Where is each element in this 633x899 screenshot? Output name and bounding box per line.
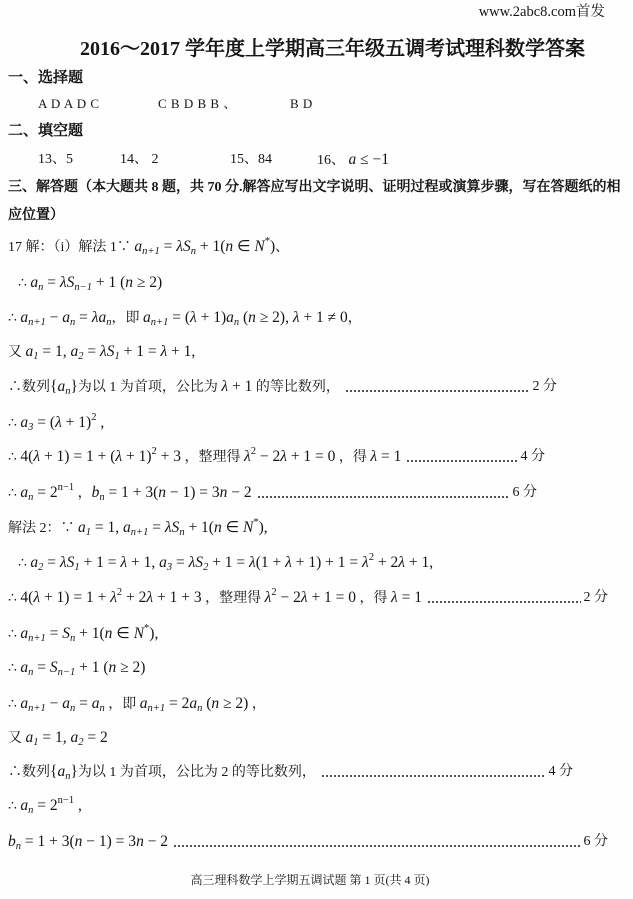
math-expression: + 1) [196,309,227,326]
solution-line [8,657,145,679]
math-expression: { [50,763,58,780]
section-heading-solve: 三、解答题（本大题共 8 题，共 70 分.解答应写出文字说明、证明过程或演算步骤，写在答题纸的相 [8,180,621,195]
math-variable: λ [370,448,378,465]
solution-text [8,482,252,504]
math-variable: S [49,659,58,676]
math-variable: n [108,659,117,676]
text-run: ∴ [8,697,21,712]
subscript: n [28,667,34,678]
subscript: n [28,805,34,816]
subscript: n−1 [57,667,76,678]
superscript: n−1 [57,482,75,493]
solution-line [8,307,362,329]
score-mark: 6 分 [583,834,608,849]
math-expression: + 1 = [208,554,250,571]
math-expression: + 1 ≠ 0 [299,309,348,326]
math-expression: = ( [33,414,56,431]
solution-line [8,376,557,398]
math-expression: (1 + [255,554,286,571]
math-expression: − 2 [227,484,252,501]
math-expression: − 1) = 3 [82,833,137,850]
math-variable: λ [146,589,154,606]
subscript: n+1 [142,246,160,257]
math-variable: λ [249,554,256,571]
text-run: ∴ [8,799,21,814]
math-expression: − 2 [276,589,301,606]
math-expression: = [75,309,92,326]
math-expression: − 2 [143,833,169,850]
math-variable: λ [160,343,168,360]
text-run: 17 解：（i）解法 1∵ [8,240,135,255]
math-variable: a [78,519,86,536]
dot-leader [345,376,530,398]
math-expression: + 1 ( [91,274,126,291]
subscript: 1 [114,351,120,362]
subscript: n+1 [28,633,46,644]
fill-blank-answer [317,149,389,172]
math-variable: n [225,238,234,255]
solution-line [8,587,608,609]
text-run: ， [74,486,92,501]
superscript: 2 [91,412,97,423]
math-variable: λ [55,414,62,431]
math-variable: λS [100,343,115,360]
math-expression: ) [269,238,276,255]
math-expression: + 1 [228,378,253,395]
math-variable: b [8,833,16,850]
math-expression: + 1 = [119,343,161,360]
math-variable: λS [59,274,75,291]
math-variable: n [158,484,166,501]
math-expression: + 3 [156,448,181,465]
text-run: ∴ [18,556,31,571]
math-variable: a [20,484,29,501]
math-expression: ∈ [112,625,134,642]
math-variable: a [142,309,151,326]
text-run: ∴数列 [8,380,50,395]
math-expression: = [159,238,177,255]
math-variable: a [139,695,148,712]
choice-answers: C B D B B 、 [158,96,237,111]
math-variable: λ [120,554,128,571]
math-variable: λ [398,554,405,571]
dot-leader [321,761,546,783]
superscript: 2 [368,552,374,563]
math-expression: = [75,695,92,712]
math-variable: λa [91,309,107,326]
text-run: ∴ [8,311,21,326]
subscript: 2 [38,562,44,573]
solution-line [8,761,573,783]
math-expression: ), [149,625,159,642]
subscript: n [197,703,203,714]
math-variable: a [226,309,234,326]
score-mark: 6 分 [512,485,537,500]
math-variable: a [62,695,71,712]
math-expression: = 1 [397,589,423,606]
math-expression: = 1 [377,448,402,465]
math-expression: { [50,378,58,395]
math-variable: a [20,309,29,326]
math-variable: a [20,414,29,431]
math-variable: a [62,309,71,326]
superscript: 2 [151,446,157,457]
subscript: 1 [33,737,39,748]
solution-text [8,236,289,258]
text-run: 又 [8,731,26,746]
text-run: 为以 1 为首项，公比为 2 的等比数列， [77,765,316,780]
math-expression: = 2 [83,729,108,746]
math-variable: n [248,309,256,326]
math-variable: a [91,695,100,712]
solution-line [8,693,266,715]
math-expression: = [172,554,189,571]
math-expression: + 1) = 1 + [40,589,111,606]
math-variable: a [30,274,39,291]
solution-text [8,795,82,817]
text-run: ∴ [8,416,21,431]
solution-line [8,795,82,817]
math-variable: S [62,625,71,642]
math-variable: λ [244,448,251,465]
math-variable: a [57,378,66,395]
math-expression: = [148,519,165,536]
math-expression: ≥ 2) [219,695,249,712]
subscript: n+1 [130,527,149,538]
math-variable: a [159,554,167,571]
math-variable: a [20,695,29,712]
math-variable: λ [362,554,369,571]
math-variable: λ [189,309,197,326]
math-expression: = 1 + 3( [21,833,75,850]
math-variable: λ [280,448,287,465]
math-expression: } [70,378,78,395]
math-variable: λ [33,589,41,606]
math-variable: λ [292,309,300,326]
math-variable: n [104,625,113,642]
text-run: 14、 2 [120,152,159,167]
math-variable: n [211,695,220,712]
solution-line [8,623,158,645]
solution-text [8,412,104,434]
math-variable: λS [188,554,204,571]
solution-text [8,831,168,853]
math-expression: ≥ 2), [255,309,293,326]
subscript: n [233,317,240,328]
math-variable: a [189,695,198,712]
superscript: 2 [271,587,277,598]
subscript: 1 [74,562,80,573]
subscript: n+1 [28,703,46,714]
math-expression: ∈ [221,519,243,536]
fill-blank-answer [38,149,73,171]
subscript: n [190,246,196,257]
solution-text [8,693,266,715]
solution-line [8,341,195,363]
solution-text [8,446,401,468]
text-run: ，得 [335,450,371,465]
math-expression: + 1) [122,448,152,465]
math-expression: 4( [20,448,34,465]
math-variable: a [57,763,66,780]
superscript: * [253,517,259,528]
solution-text [8,341,195,363]
math-expression: + 1) [61,414,92,431]
math-expression: = [43,274,60,291]
math-variable: n [213,519,222,536]
solution-line [8,482,537,504]
math-expression: + 2 [122,589,147,606]
solution-line [8,412,104,434]
math-expression: = [45,625,63,642]
math-expression: + 1) = 1 + ( [40,448,116,465]
superscript: n−1 [57,795,75,806]
math-variable: b [91,484,100,501]
math-expression: ( [202,695,212,712]
solution-line [8,727,108,749]
math-expression: = 1, [38,729,71,746]
math-variable: N [133,625,145,642]
math-expression: } [70,763,78,780]
math-expression: = 2 [165,695,190,712]
text-run: ∴ [8,661,21,676]
subscript: n [65,771,71,782]
subscript: n−1 [74,282,92,293]
math-variable: λ [264,589,272,606]
text-run: ，得 [356,591,392,606]
subscript: n [15,841,21,852]
section-heading-fill: 二、填空题 [8,123,84,139]
math-expression: + 1( [184,519,214,536]
math-expression: = 1, [38,343,71,360]
subscript: 1 [33,351,39,362]
math-expression: = 1 + 3( [104,484,159,501]
text-run: ， [347,311,362,326]
math-expression: − 1) = 3 [166,484,220,501]
superscript: 2 [116,587,123,598]
math-variable: a [123,519,131,536]
subscript: n [99,703,105,714]
math-expression: 4( [20,589,34,606]
solution-line [8,831,608,853]
math-expression: ≥ 2) [133,274,163,291]
math-expression: + 2 [374,554,399,571]
math-variable: λ [221,378,229,395]
subscript: n [65,386,71,397]
math-expression: + 1 = 0 [286,448,336,465]
math-expression: , [74,797,82,814]
text-run: 又 [8,345,26,360]
text-run: ， [248,697,266,712]
subscript: n+1 [150,317,169,328]
math-variable: N [242,519,254,536]
subscript: 3 [28,422,34,433]
watermark: www.2abc8.com首发 [478,4,605,20]
page-footer: 高三理科数学上学期五调试题 第 1 页(共 4 页) [190,873,430,887]
math-expression: + 1( [75,625,105,642]
math-variable: λ [115,448,123,465]
solution-line [8,236,289,258]
choice-answers: B D [290,96,313,111]
subscript: n [70,703,76,714]
subscript: n+1 [147,703,166,714]
text-run: ，整理得 [181,450,244,465]
solution-text [8,657,145,679]
math-expression: + 1 = [79,554,121,571]
math-variable: n [74,833,83,850]
subscript: 1 [85,527,91,538]
math-expression: = [33,659,50,676]
page-title: 2016～2017 学年度上学期高三年级五调考试理科数学答案 [80,38,585,60]
subscript: n [99,492,105,503]
math-expression: + 1 = 0 [307,589,357,606]
choice-answers: A D A D C [38,96,100,111]
solution-line [18,272,162,294]
subscript: n [28,492,34,503]
superscript: * [264,236,270,247]
subscript: n [106,317,112,328]
text-run: 13、5 [38,152,73,167]
solution-text [8,587,422,609]
solution-text [18,272,162,294]
math-variable: n [136,833,144,850]
math-variable: a [70,729,79,746]
subscript: n+1 [28,317,46,328]
score-mark: 2 分 [532,379,557,394]
text-run: ，即 [104,697,140,712]
dot-leader [173,831,580,853]
subscript: 2 [203,562,209,573]
math-variable: λS [59,554,75,571]
math-expression: + 1, [127,554,160,571]
math-expression: + 1, [404,554,434,571]
solution-text [8,376,340,398]
math-variable: a [70,343,79,360]
solution-line [8,446,545,468]
text-run: ∴ [8,450,21,465]
fill-blank-answer [120,149,159,171]
subscript: 2 [78,351,84,362]
math-variable: a [30,554,39,571]
math-variable: a [25,729,34,746]
solution-text [8,727,108,749]
math-expression: ≥ 2) [116,659,146,676]
math-expression: = [83,343,100,360]
subscript: n [179,527,185,538]
solution-text [8,761,316,783]
text-run: ∴ [8,591,21,606]
math-variable: a [25,343,34,360]
math-expression: = 2 [33,484,58,501]
subscript: n [70,633,76,644]
math-expression: + 1( [195,238,226,255]
subscript: 3 [166,562,173,573]
math-expression: + 1 + 3 [153,589,202,606]
math-expression: , [96,414,105,431]
section-heading-choice: 一、选择题 [8,70,84,86]
solution-line [8,517,268,539]
math-variable: λS [176,238,191,255]
text-run: ∴ [18,276,31,291]
subscript: 2 [78,737,84,748]
math-variable: a [20,797,29,814]
score-mark: 2 分 [583,590,608,605]
dot-leader [406,446,517,468]
math-variable: λS [164,519,180,536]
text-run: ∴数列 [8,765,50,780]
dot-leader [257,482,510,504]
solution-text [18,552,433,574]
math-variable: n [125,274,134,291]
dot-leader [427,587,580,609]
math-variable: N [254,238,265,255]
text-run: ∴ [8,486,21,501]
math-expression: ≤ −1 [356,151,389,168]
solution-text [8,517,268,539]
text-run: 、 [275,240,290,255]
math-variable: n [219,484,228,501]
math-expression: − [45,695,63,712]
text-run: 的等比数列， [252,380,340,395]
text-run: 15、84 [230,152,272,167]
score-mark: 4 分 [548,764,573,779]
solution-line [18,552,433,574]
math-expression: = 2 [33,797,58,814]
text-run: ，整理得 [201,591,265,606]
solution-text [8,623,158,645]
score-mark: 4 分 [520,449,545,464]
subscript: n [70,317,76,328]
math-variable: λ [391,589,398,606]
solution-text [8,307,362,329]
math-variable: λ [300,589,308,606]
text-run: ∴ [8,627,21,642]
math-expression: ), [258,519,268,536]
subscript: n [38,282,44,293]
text-run: 为以 1 为首项，公比为 [77,380,222,395]
math-expression: = 1, [91,519,123,536]
math-expression: − 2 [255,448,281,465]
superscript: 2 [250,446,256,457]
math-variable: λ [110,589,117,606]
math-expression: − [45,309,63,326]
math-expression: ∈ [233,238,255,255]
math-variable: a [20,625,29,642]
math-variable: a [348,151,357,168]
math-expression: = [43,554,60,571]
section-heading-solve-continued: 应位置） [8,208,64,223]
math-expression: = ( [168,309,190,326]
math-expression: ( [239,309,249,326]
text-run: ，即 [111,311,143,326]
math-variable: λ [33,448,41,465]
math-variable: a [134,238,143,255]
math-expression: + 1 ( [75,659,109,676]
math-variable: λ [285,554,292,571]
superscript: * [144,623,150,634]
fill-blank-answer [230,149,272,171]
text-run: 解法 2：∵ [8,521,78,536]
math-variable: a [20,659,29,676]
text-run: 16、 [317,153,349,168]
math-expression: + 1, [167,343,196,360]
math-expression: + 1) + 1 = [291,554,363,571]
